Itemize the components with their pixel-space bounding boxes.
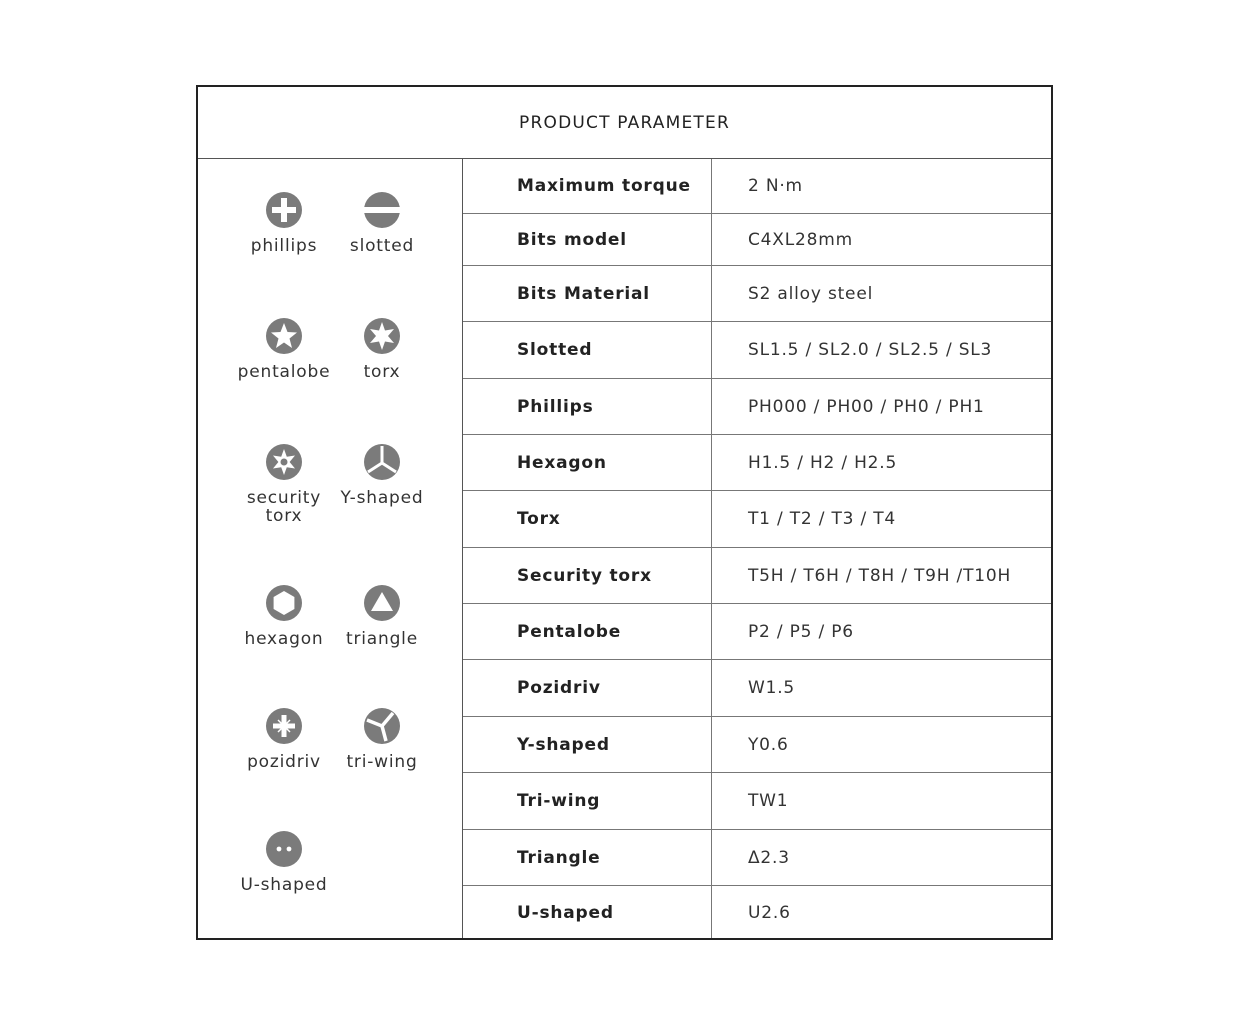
bit-label: pentalobe bbox=[237, 362, 331, 382]
spec-name: Slotted bbox=[517, 340, 593, 360]
u-shaped-icon bbox=[265, 830, 303, 868]
spec-name: Y-shaped bbox=[517, 734, 610, 755]
spec-value: 2 N·m bbox=[748, 176, 803, 196]
bit-label: slotted bbox=[349, 236, 415, 256]
table-row bbox=[463, 159, 1051, 214]
bit-torx bbox=[327, 317, 437, 381]
spec-value: Δ2.3 bbox=[748, 847, 790, 868]
spec-name: Pozidriv bbox=[517, 678, 601, 698]
spec-name: Bits model bbox=[517, 229, 627, 250]
spec-name: Hexagon bbox=[517, 452, 607, 473]
bit-hexagon bbox=[229, 584, 339, 648]
bit-tri-wing bbox=[327, 707, 437, 771]
spec-value: Y0.6 bbox=[748, 734, 789, 755]
table-title: PRODUCT PARAMETER bbox=[198, 87, 1051, 159]
bit-label: tri-wing bbox=[346, 752, 418, 772]
bit-security-torx bbox=[229, 443, 339, 525]
table-row bbox=[463, 214, 1051, 266]
table-row bbox=[463, 548, 1051, 604]
spec-name: Tri-wing bbox=[517, 791, 601, 811]
tri-wing-icon bbox=[363, 707, 401, 745]
bit-label: hexagon bbox=[244, 629, 324, 649]
spec-name: Bits Material bbox=[517, 283, 650, 304]
spec-value: SL1.5 / SL2.0 / SL2.5 / SL3 bbox=[748, 340, 993, 360]
bit-pentalobe bbox=[229, 317, 339, 381]
spec-name: U-shaped bbox=[517, 903, 614, 923]
table-row bbox=[463, 773, 1051, 830]
table-row bbox=[463, 491, 1051, 548]
bit-label: Y-shaped bbox=[340, 488, 424, 508]
pozidriv-icon bbox=[265, 707, 303, 745]
spec-value: H1.5 / H2 / H2.5 bbox=[748, 452, 898, 473]
table-row bbox=[463, 886, 1051, 940]
bit-label: phillips bbox=[250, 236, 318, 256]
spec-value: U2.6 bbox=[748, 903, 791, 923]
bit-label: security torx bbox=[246, 488, 322, 526]
torx-icon bbox=[363, 317, 401, 355]
spec-value: T5H / T6H / T8H / T9H /T10H bbox=[748, 565, 1012, 586]
bit-u-shaped bbox=[229, 830, 339, 894]
spec-name: Security torx bbox=[517, 565, 652, 586]
spec-value: C4XL28mm bbox=[748, 229, 853, 250]
spec-name: Pentalobe bbox=[517, 621, 622, 642]
bit-y-shaped bbox=[327, 443, 437, 507]
bit-label: U-shaped bbox=[240, 875, 328, 895]
spec-value: S2 alloy steel bbox=[748, 283, 874, 304]
y-shaped-icon bbox=[363, 443, 401, 481]
bit-triangle bbox=[327, 584, 437, 648]
pentalobe-icon bbox=[265, 317, 303, 355]
product-parameter-table bbox=[196, 85, 1053, 940]
bit-label: torx bbox=[363, 362, 401, 382]
spec-value: T1 / T2 / T3 / T4 bbox=[748, 509, 897, 529]
table-row bbox=[463, 435, 1051, 491]
hexagon-icon bbox=[265, 584, 303, 622]
table-row bbox=[463, 604, 1051, 660]
spec-value: P2 / P5 / P6 bbox=[748, 621, 854, 642]
table-row bbox=[463, 830, 1051, 886]
table-row bbox=[463, 717, 1051, 773]
spec-name: Triangle bbox=[517, 847, 601, 868]
bit-slotted bbox=[327, 191, 437, 255]
spec-name: Maximum torque bbox=[517, 176, 691, 196]
bit-types-panel bbox=[198, 159, 463, 938]
spec-value: W1.5 bbox=[748, 678, 796, 698]
bit-label: pozidriv bbox=[247, 752, 321, 772]
bit-pozidriv bbox=[229, 707, 339, 771]
spec-value: PH000 / PH00 / PH0 / PH1 bbox=[748, 396, 985, 417]
spec-name: Phillips bbox=[517, 396, 594, 417]
bit-phillips bbox=[229, 191, 339, 255]
bit-label: triangle bbox=[346, 629, 418, 649]
triangle-icon bbox=[363, 584, 401, 622]
phillips-icon bbox=[265, 191, 303, 229]
table-row bbox=[463, 266, 1051, 322]
table-row bbox=[463, 660, 1051, 717]
table-row bbox=[463, 379, 1051, 435]
slotted-icon bbox=[363, 191, 401, 229]
spec-name: Torx bbox=[517, 509, 561, 529]
spec-table bbox=[463, 159, 1051, 938]
security-torx-icon bbox=[265, 443, 303, 481]
table-row bbox=[463, 322, 1051, 379]
spec-value: TW1 bbox=[748, 791, 789, 811]
